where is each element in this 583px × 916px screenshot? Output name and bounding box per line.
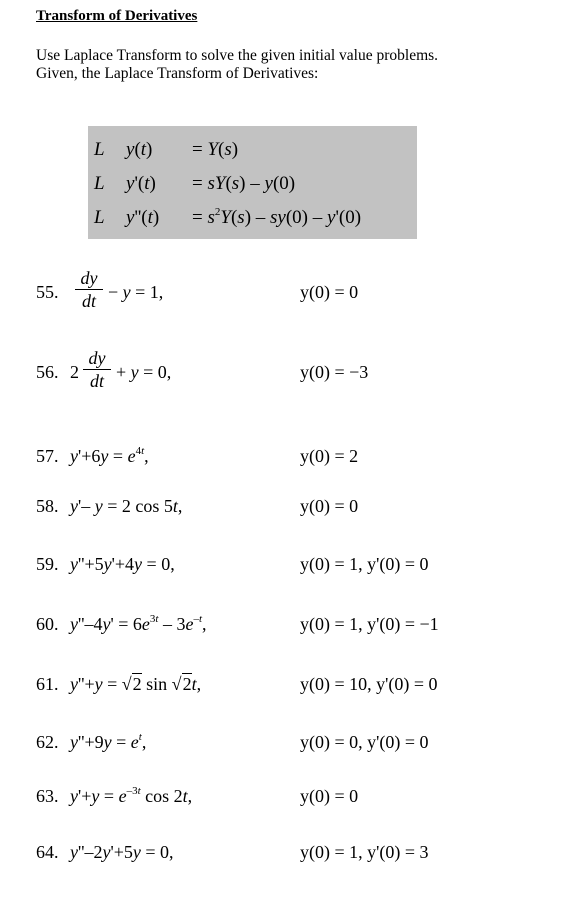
laplace-formula-box — [88, 126, 417, 239]
problem-number: 56. — [36, 362, 59, 382]
initial-condition: y(0) = 0, y'(0) = 0 — [300, 732, 429, 752]
formula-lhs: y(t) — [126, 139, 153, 160]
initial-condition: y(0) = 1, y'(0) = 0 — [300, 554, 429, 574]
problem-number: 55. — [36, 282, 59, 302]
problem-number: 61. — [36, 674, 59, 694]
problem-number: 58. — [36, 496, 59, 516]
problem-62 — [0, 718, 560, 766]
initial-condition: y(0) = 2 — [300, 446, 359, 466]
problem-64 — [0, 828, 560, 876]
initial-condition: y(0) = 0 — [300, 282, 359, 302]
problem-coefficient: 2 — [70, 362, 79, 382]
problem-number: 63. — [36, 786, 59, 806]
problem-number: 60. — [36, 614, 59, 634]
initial-condition: y(0) = 1, y'(0) = 3 — [300, 842, 429, 862]
formula-lhs: y'(t) — [126, 173, 156, 194]
problem-number: 64. — [36, 842, 59, 862]
problem-55 — [0, 268, 560, 316]
intro-text — [36, 47, 581, 83]
problem-61 — [0, 660, 560, 708]
formula-rhs: = Y(s) — [192, 139, 239, 160]
problem-number: 62. — [36, 732, 59, 752]
problem-equation: $y''-4y' = 6e^{3t} - 3e^{-t}$, — [70, 613, 207, 634]
problem-56 — [0, 348, 560, 396]
formula-rhs: = sY(s) – y(0) — [192, 173, 296, 194]
intro-line-1: Use Laplace Transform to solve the given initial value problems. — [36, 47, 439, 64]
laplace-operator: L — [94, 139, 105, 160]
problem-59 — [0, 540, 560, 588]
problem-equation: $y'+y = e^{-3t}$ cos 2t, — [70, 785, 193, 806]
initial-condition: y(0) = 10, y'(0) = 0 — [300, 674, 438, 694]
problem-equation: y''–2y'+5y = 0, — [70, 842, 174, 862]
initial-condition: y(0) = 1, y'(0) = −1 — [300, 614, 439, 634]
problem-number: 57. — [36, 446, 59, 466]
laplace-operator: L — [94, 173, 105, 194]
problem-57 — [0, 432, 560, 480]
problem-equation: y''+5y'+4y = 0, — [70, 554, 175, 574]
formula-lhs: y''(t) — [126, 207, 160, 228]
problem-equation: $y'+6y = e^{4t}$, — [70, 445, 149, 466]
laplace-operator: L — [94, 207, 105, 228]
initial-condition: y(0) = −3 — [300, 362, 369, 382]
problem-equation: $y''+9y = e^t$, — [70, 731, 147, 752]
initial-condition: y(0) = 0 — [300, 496, 359, 516]
formula-rhs: = $s^2Y(s) - sy(0) - y'(0)$ — [192, 206, 362, 228]
problem-equation: y''+y = √2 sin √2t, — [70, 674, 202, 694]
problem-equation: − y = 1, — [108, 282, 164, 302]
problem-equation: y'– y = 2 cos 5t, — [70, 496, 183, 516]
derivative-fraction: dy dt — [82, 348, 112, 391]
problem-58 — [0, 482, 560, 530]
problem-number: 59. — [36, 554, 59, 574]
derivative-fraction: dy dt — [74, 268, 104, 311]
intro-line-2: Given, the Laplace Transform of Derivatives: — [36, 65, 319, 82]
problem-60 — [0, 600, 560, 648]
initial-condition: y(0) = 0 — [300, 786, 359, 806]
page-title: Transform of Derivatives — [36, 8, 198, 24]
problem-63 — [0, 772, 560, 820]
problem-equation: + y = 0, — [116, 362, 172, 382]
